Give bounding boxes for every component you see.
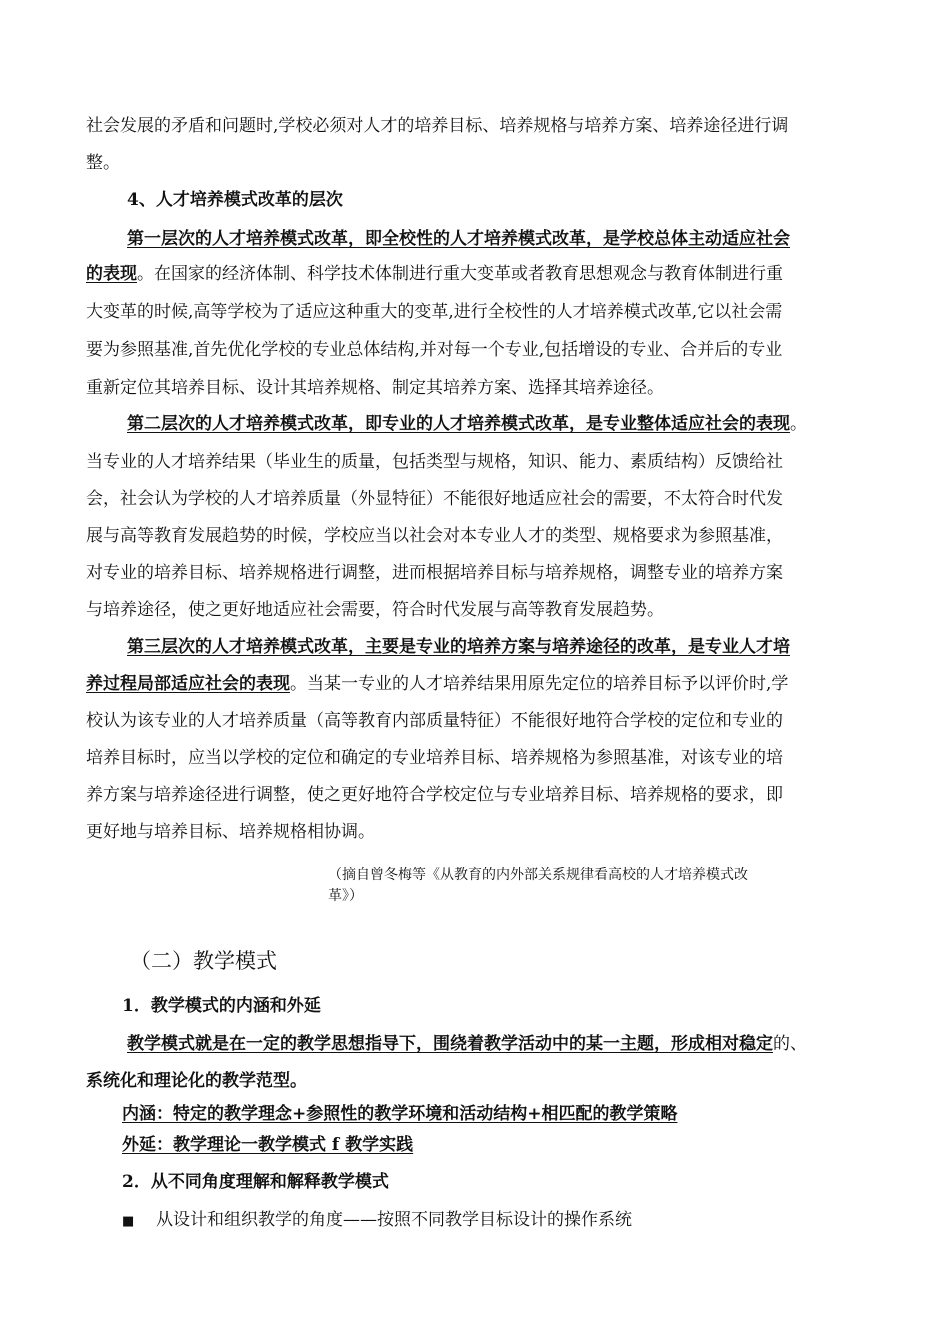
p1-bold-line-2: 的表现 xyxy=(86,264,137,284)
p3-text-line-2: 。当某一专业的人才培养结果用原先定位的培养目标予以评价时,学 xyxy=(290,674,789,694)
definition-line-2: 系统化和理论化的教学范型。 xyxy=(86,1071,307,1091)
p3-bold-line-1: 第三层次的人才培养模式改革，主要是专业的培养方案与培养途径的改革，是专业人才培 xyxy=(127,637,790,657)
p3-line-3: 校认为该专业的人才培养质量（高等教育内部质量特征）不能很好地符合学校的定位和专业的 xyxy=(86,711,783,731)
p2-line-6: 与培养途径，使之更好地适应社会需要，符合时代发展与高等教育发展趋势。 xyxy=(86,600,664,620)
p3-line-2 xyxy=(86,672,788,696)
definition-bold-line-1: 教学模式就是在一定的教学思想指导下，围绕着教学活动中的某一主题，形成相对稳定 xyxy=(127,1034,773,1054)
source-citation-line-2: 革》） xyxy=(328,888,363,904)
p2-line-1 xyxy=(127,412,807,436)
subsection-2-heading: 2．从不同角度理解和解释教学模式 xyxy=(122,1172,389,1192)
section-4-heading: 4、人才培养模式改革的层次 xyxy=(127,190,343,210)
p2-bold-line-1: 第二层次的人才培养模式改革，即专业的人才培养模式改革，是专业整体适应社会的表现 xyxy=(127,414,790,434)
bullet-marker: ■ xyxy=(122,1214,135,1229)
definition-text-line-1: 的、 xyxy=(773,1034,807,1054)
bullet-item-text: 从设计和组织教学的角度——按照不同教学目标设计的操作系统 xyxy=(156,1210,632,1230)
p1-text-line-2: 。在国家的经济体制、科学技术体制进行重大变革或者教育思想观念与教育体制进行重 xyxy=(137,264,783,284)
source-citation-line-1: （摘自曾冬梅等《从教育的内外部关系规律看高校的人才培养模式改 xyxy=(328,867,748,883)
p1-bold-line-1: 第一层次的人才培养模式改革，即全校性的人才培养模式改革，是学校总体主动适应社会 xyxy=(127,229,790,249)
intro-line-2: 整。 xyxy=(86,153,120,173)
p3-line-4: 培养目标时，应当以学校的定位和确定的专业培养目标、培养规格为参照基准，对该专业的培 xyxy=(86,748,783,768)
p1-line-3: 大变革的时候,高等学校为了适应这种重大的变革,进行全校性的人才培养模式改革,它以社会需 xyxy=(86,302,783,322)
section-2-heading: （二）教学模式 xyxy=(130,949,277,973)
definition-line-1 xyxy=(127,1032,807,1056)
p3-bold-line-2: 养过程局部适应社会的表现 xyxy=(86,674,290,694)
p3-line-6: 更好地与培养目标、培养规格相协调。 xyxy=(86,822,375,842)
p2-line-5: 对专业的培养目标、培养规格进行调整，进而根据培养目标与培养规格，调整专业的培养方案 xyxy=(86,563,783,583)
p1-line-2 xyxy=(86,262,783,286)
p1-line-4: 要为参照基准,首先优化学校的专业总体结构,并对每一个专业,包括增设的专业、合并后的专业 xyxy=(86,340,783,360)
p2-line-4: 展与高等教育发展趋势的时候，学校应当以社会对本专业人才的类型、规格要求为参照基准， xyxy=(86,526,783,546)
p3-line-5: 养方案与培养途径进行调整，使之更好地符合学校定位与专业培养目标、培养规格的要求，即 xyxy=(86,785,783,805)
p2-line-3: 会，社会认为学校的人才培养质量（外显特征）不能很好地适应社会的需要，不太符合时代发 xyxy=(86,489,783,509)
connotation-line: 内涵：特定的教学理念+参照性的教学环境和活动结构+相匹配的教学策略 xyxy=(122,1104,678,1124)
subsection-1-heading: 1．教学模式的内涵和外延 xyxy=(122,996,321,1016)
extension-line: 外延：教学理论一教学模式 f 教学实践 xyxy=(122,1135,414,1155)
intro-line-1: 社会发展的矛盾和问题时,学校必须对人才的培养目标、培养规格与培养方案、培养途径进行调 xyxy=(86,116,789,136)
p1-line-5: 重新定位其培养目标、设计其培养规格、制定其培养方案、选择其培养途径。 xyxy=(86,378,664,398)
p2-line-2: 当专业的人才培养结果（毕业生的质量，包括类型与规格，知识、能力、素质结构）反馈给社 xyxy=(86,452,783,472)
p2-text-line-1: 。 xyxy=(790,414,807,434)
